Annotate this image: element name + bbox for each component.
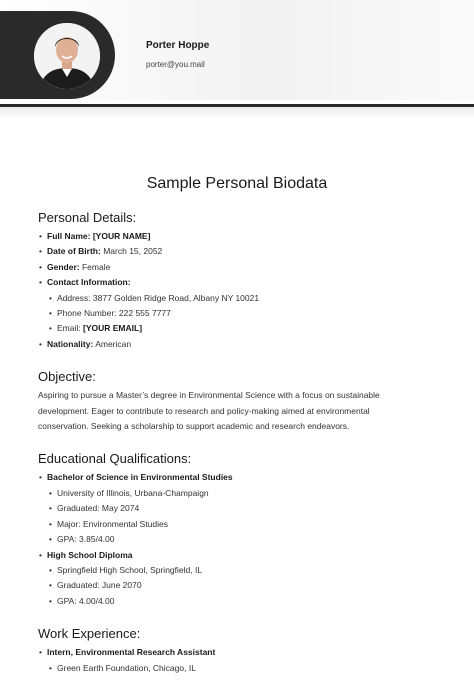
list-item: • GPA: 4.00/4.00 <box>49 595 115 606</box>
education-section <box>38 450 448 609</box>
list-item: • Springfield High School, Springfield, IL <box>49 564 203 575</box>
document-title: Sample Personal Biodata <box>146 175 328 192</box>
list-item: • Graduated: May 2074 <box>49 503 140 514</box>
objective-text: Aspiring to pursue a Master’s degree in Environmental Science with a focus on sustainable development. Eager to contribute to research and policy-making aimed at environmental conservation. Seeking a scholarship to support academic and research endeavors. <box>38 390 380 432</box>
list-item: • Bachelor of Science in Environmental Studies <box>39 472 233 483</box>
personal-details-section <box>38 209 448 352</box>
list-item: • Date of Birth: March 15, 2052 <box>39 246 163 257</box>
list-item: • Contact Information: <box>39 277 131 288</box>
list-item: • Green Earth Foundation, Chicago, IL <box>49 662 196 673</box>
list-item: • Nationality: American <box>39 338 132 349</box>
user-name: Porter Hoppe <box>146 40 210 51</box>
list-item: • University of Illinois, Urbana-Champaign <box>49 487 209 498</box>
list-item: • Email: [YOUR EMAIL] <box>49 323 143 334</box>
education-heading: Educational Qualifications: <box>38 451 192 467</box>
personal-details-heading: Personal Details: <box>38 210 137 225</box>
list-item: • Full Name: [YOUR NAME] <box>39 231 151 241</box>
list-item: • Gender: Female <box>39 261 111 272</box>
list-item: • Phone Number: 222 555 7777 <box>49 308 171 319</box>
work-section <box>38 625 448 676</box>
list-item: • High School Diploma <box>39 549 133 560</box>
objective-heading: Objective: <box>38 369 96 385</box>
list-item: • Major: Environmental Studies <box>49 518 169 529</box>
header-shadow <box>0 107 474 119</box>
list-item: • Address: 3877 Golden Ridge Road, Albany NY 10021 <box>49 292 260 303</box>
user-email: porter@you.mail <box>146 60 205 69</box>
list-item: • Intern, Environmental Research Assistant <box>39 647 216 658</box>
list-item: • Graduated: June 2070 <box>49 580 142 591</box>
list-item: • GPA: 3.85/4.00 <box>49 534 115 545</box>
document-body <box>38 209 448 692</box>
avatar <box>34 23 100 89</box>
objective-section <box>38 368 448 434</box>
work-heading: Work Experience: <box>38 626 141 642</box>
